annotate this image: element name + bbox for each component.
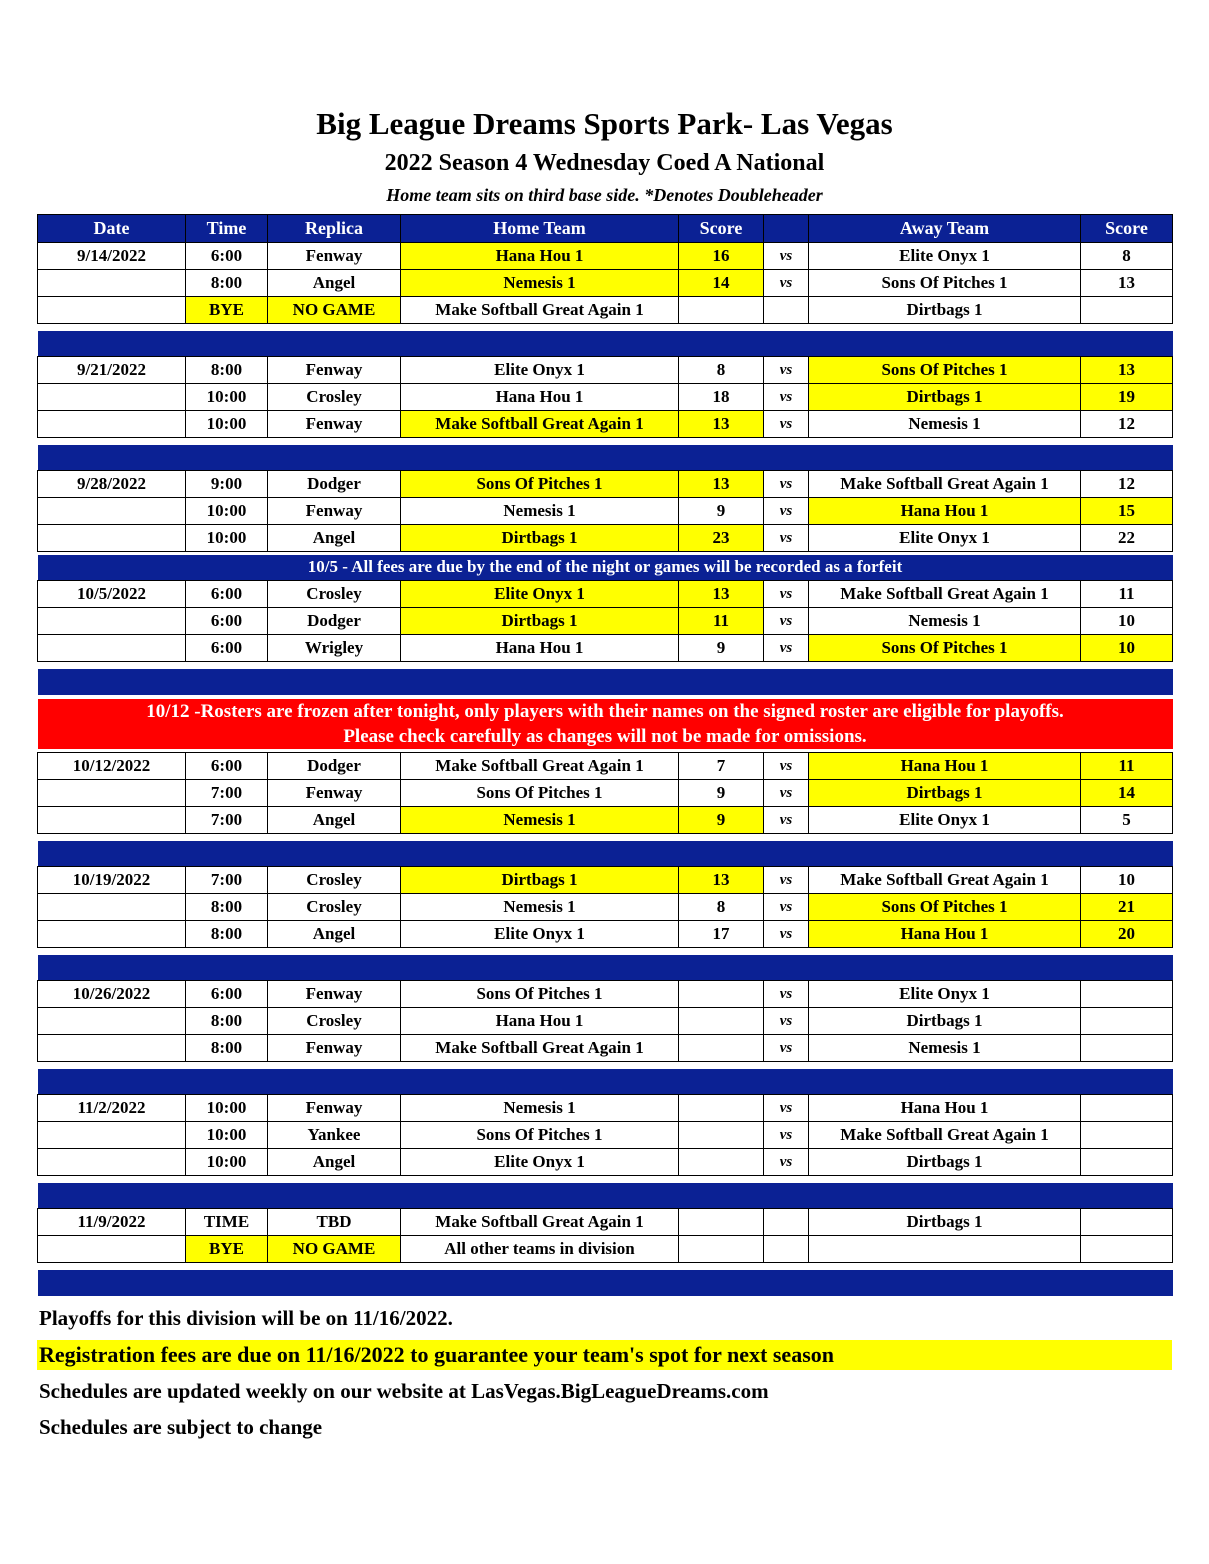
date-cell — [38, 1122, 186, 1149]
header-date: Date — [38, 215, 186, 243]
replica-cell: Crosley — [268, 894, 401, 921]
schedule-table — [37, 214, 1173, 1296]
away-score-cell: 21 — [1081, 894, 1173, 921]
time-cell: TIME — [186, 1209, 268, 1236]
time-cell: 6:00 — [186, 635, 268, 662]
replica-cell: Angel — [268, 921, 401, 948]
home-score-cell — [679, 1008, 764, 1035]
replica-cell: Crosley — [268, 867, 401, 894]
footer-website-line: Schedules are updated weekly on our website at LasVegas.BigLeagueDreams.com — [39, 1378, 769, 1403]
replica-cell: Fenway — [268, 411, 401, 438]
fees-notice-row — [38, 555, 1173, 581]
time-cell: 7:00 — [186, 807, 268, 834]
home-team-cell: Sons Of Pitches 1 — [401, 1122, 679, 1149]
game-row — [38, 357, 1173, 384]
replica-cell: Wrigley — [268, 635, 401, 662]
home-score-cell: 13 — [679, 867, 764, 894]
away-team-cell: Make Softball Great Again 1 — [809, 581, 1081, 608]
replica-cell: Dodger — [268, 753, 401, 780]
roster-alert — [38, 699, 1173, 749]
date-cell: 11/2/2022 — [38, 1095, 186, 1122]
game-row — [38, 981, 1173, 1008]
replica-cell: Yankee — [268, 1122, 401, 1149]
table-head — [38, 215, 1173, 243]
home-score-cell: 17 — [679, 921, 764, 948]
date-cell — [38, 297, 186, 324]
vs-label: vs — [764, 384, 809, 411]
away-score-cell: 10 — [1081, 635, 1173, 662]
away-team-cell: Elite Onyx 1 — [809, 807, 1081, 834]
time-cell: 10:00 — [186, 1149, 268, 1176]
away-team-cell: Make Softball Great Again 1 — [809, 471, 1081, 498]
away-team-cell: Make Softball Great Again 1 — [809, 1122, 1081, 1149]
spacer-row — [38, 1176, 1173, 1183]
vs-label: vs — [764, 608, 809, 635]
away-team-cell: Dirtbags 1 — [809, 1008, 1081, 1035]
time-cell: 8:00 — [186, 357, 268, 384]
away-score-cell: 10 — [1081, 608, 1173, 635]
section-separator-row — [38, 1069, 1173, 1095]
spacer — [38, 1263, 1173, 1270]
section-separator — [38, 1069, 1173, 1095]
away-score-cell — [1081, 1122, 1173, 1149]
section-separator — [38, 445, 1173, 471]
away-team-cell: Make Softball Great Again 1 — [809, 867, 1081, 894]
game-row — [38, 608, 1173, 635]
header-away-team: Away Team — [809, 215, 1081, 243]
date-cell — [38, 608, 186, 635]
home-score-cell: 9 — [679, 807, 764, 834]
date-cell: 9/28/2022 — [38, 471, 186, 498]
away-team-cell: Sons Of Pitches 1 — [809, 894, 1081, 921]
home-score-cell: 13 — [679, 581, 764, 608]
time-cell: 9:00 — [186, 471, 268, 498]
away-team-cell: Nemesis 1 — [809, 1035, 1081, 1062]
section-separator-row — [38, 331, 1173, 357]
spacer-row — [38, 948, 1173, 955]
home-team-cell: Nemesis 1 — [401, 270, 679, 297]
away-team-cell: Sons Of Pitches 1 — [809, 635, 1081, 662]
home-score-cell: 14 — [679, 270, 764, 297]
time-cell: 10:00 — [186, 498, 268, 525]
replica-cell: Angel — [268, 525, 401, 552]
away-team-cell: Hana Hou 1 — [809, 921, 1081, 948]
game-row — [38, 297, 1173, 324]
game-row — [38, 270, 1173, 297]
vs-label: vs — [764, 635, 809, 662]
home-team-cell: Nemesis 1 — [401, 894, 679, 921]
home-team-cell: Elite Onyx 1 — [401, 921, 679, 948]
vs-label: vs — [764, 471, 809, 498]
header-home-team: Home Team — [401, 215, 679, 243]
replica-cell: TBD — [268, 1209, 401, 1236]
home-team-cell: Elite Onyx 1 — [401, 1149, 679, 1176]
home-score-cell: 9 — [679, 635, 764, 662]
away-score-cell: 13 — [1081, 270, 1173, 297]
time-cell: BYE — [186, 1236, 268, 1263]
game-row — [38, 1149, 1173, 1176]
replica-cell: Dodger — [268, 608, 401, 635]
away-score-cell: 11 — [1081, 581, 1173, 608]
vs-label: vs — [764, 1008, 809, 1035]
date-cell: 10/12/2022 — [38, 753, 186, 780]
time-cell: 8:00 — [186, 270, 268, 297]
replica-cell: Fenway — [268, 981, 401, 1008]
season-subtitle: 2022 Season 4 Wednesday Coed A National — [384, 150, 825, 176]
date-cell — [38, 894, 186, 921]
game-row — [38, 581, 1173, 608]
vs-label: vs — [764, 525, 809, 552]
vs-label: vs — [764, 243, 809, 270]
replica-cell: Fenway — [268, 243, 401, 270]
vs-label: vs — [764, 581, 809, 608]
replica-cell: Fenway — [268, 498, 401, 525]
date-cell — [38, 1035, 186, 1062]
home-team-cell: Make Softball Great Again 1 — [401, 1209, 679, 1236]
time-cell: 6:00 — [186, 243, 268, 270]
date-cell — [38, 411, 186, 438]
spacer-row — [38, 834, 1173, 841]
replica-cell: NO GAME — [268, 1236, 401, 1263]
replica-cell: NO GAME — [268, 297, 401, 324]
home-score-cell — [679, 297, 764, 324]
home-score-cell: 23 — [679, 525, 764, 552]
date-cell — [38, 498, 186, 525]
section-separator — [38, 841, 1173, 867]
date-cell — [38, 1008, 186, 1035]
date-cell: 10/19/2022 — [38, 867, 186, 894]
game-row — [38, 894, 1173, 921]
time-cell: 10:00 — [186, 525, 268, 552]
home-team-cell: Sons Of Pitches 1 — [401, 471, 679, 498]
away-team-cell: Dirtbags 1 — [809, 1149, 1081, 1176]
home-team-cell: Make Softball Great Again 1 — [401, 297, 679, 324]
date-cell — [38, 1236, 186, 1263]
spacer-row — [38, 1263, 1173, 1270]
time-cell: 6:00 — [186, 581, 268, 608]
replica-cell: Angel — [268, 270, 401, 297]
time-cell: 8:00 — [186, 1035, 268, 1062]
section-separator-row — [38, 841, 1173, 867]
game-row — [38, 867, 1173, 894]
home-team-cell: Sons Of Pitches 1 — [401, 780, 679, 807]
home-team-cell: Dirtbags 1 — [401, 867, 679, 894]
replica-cell: Fenway — [268, 780, 401, 807]
time-cell: 10:00 — [186, 411, 268, 438]
vs-label: vs — [764, 753, 809, 780]
game-row — [38, 635, 1173, 662]
game-row — [38, 411, 1173, 438]
game-row — [38, 1236, 1173, 1263]
game-row — [38, 243, 1173, 270]
home-score-cell: 8 — [679, 894, 764, 921]
away-team-cell: Hana Hou 1 — [809, 753, 1081, 780]
date-cell: 9/14/2022 — [38, 243, 186, 270]
section-separator — [38, 331, 1173, 357]
away-score-cell — [1081, 297, 1173, 324]
vs-label: vs — [764, 981, 809, 1008]
replica-cell: Crosley — [268, 384, 401, 411]
section-separator-row — [38, 1183, 1173, 1209]
roster-alert-line: Please check carefully as changes will not be made for omissions. — [343, 725, 867, 747]
away-score-cell: 12 — [1081, 411, 1173, 438]
spacer — [38, 948, 1173, 955]
away-team-cell: Hana Hou 1 — [809, 498, 1081, 525]
date-cell — [38, 807, 186, 834]
away-score-cell: 20 — [1081, 921, 1173, 948]
home-score-cell — [679, 1035, 764, 1062]
date-cell: 9/21/2022 — [38, 357, 186, 384]
game-row — [38, 1035, 1173, 1062]
spacer — [38, 834, 1173, 841]
table-body — [38, 243, 1173, 1296]
section-separator — [38, 669, 1173, 695]
time-cell: 6:00 — [186, 608, 268, 635]
away-score-cell: 8 — [1081, 243, 1173, 270]
replica-cell: Angel — [268, 1149, 401, 1176]
vs-label — [764, 297, 809, 324]
header-vs-spacer — [764, 215, 809, 243]
time-cell: 7:00 — [186, 867, 268, 894]
spacer — [38, 1176, 1173, 1183]
away-score-cell: 13 — [1081, 357, 1173, 384]
vs-label: vs — [764, 1122, 809, 1149]
time-cell: BYE — [186, 297, 268, 324]
date-cell — [38, 921, 186, 948]
game-row — [38, 498, 1173, 525]
away-score-cell — [1081, 1209, 1173, 1236]
game-row — [38, 1209, 1173, 1236]
date-cell — [38, 384, 186, 411]
home-team-note: Home team sits on third base side. *Denotes Doubleheader — [386, 185, 823, 205]
home-score-cell: 13 — [679, 411, 764, 438]
section-separator — [38, 1183, 1173, 1209]
vs-label: vs — [764, 867, 809, 894]
away-score-cell — [1081, 1149, 1173, 1176]
game-row — [38, 1095, 1173, 1122]
spacer — [38, 1062, 1173, 1069]
away-team-cell: Dirtbags 1 — [809, 384, 1081, 411]
game-row — [38, 807, 1173, 834]
away-team-cell: Dirtbags 1 — [809, 780, 1081, 807]
away-score-cell: 15 — [1081, 498, 1173, 525]
spacer-row — [38, 662, 1173, 669]
game-row — [38, 384, 1173, 411]
home-score-cell — [679, 1122, 764, 1149]
home-score-cell: 8 — [679, 357, 764, 384]
footer-registration-line: Registration fees are due on 11/16/2022 to guarantee your team's spot for next season — [37, 1340, 1172, 1370]
home-team-cell: Nemesis 1 — [401, 1095, 679, 1122]
away-team-cell: Elite Onyx 1 — [809, 243, 1081, 270]
away-team-cell: Nemesis 1 — [809, 608, 1081, 635]
date-cell — [38, 525, 186, 552]
section-separator-row — [38, 1270, 1173, 1296]
footer-subject-to-change-line: Schedules are subject to change — [39, 1414, 323, 1439]
home-score-cell — [679, 1095, 764, 1122]
away-score-cell — [1081, 1236, 1173, 1263]
game-row — [38, 780, 1173, 807]
away-score-cell — [1081, 1008, 1173, 1035]
spacer — [38, 662, 1173, 669]
home-team-cell: Hana Hou 1 — [401, 243, 679, 270]
time-cell: 6:00 — [186, 981, 268, 1008]
home-team-cell: Nemesis 1 — [401, 498, 679, 525]
home-team-cell: Dirtbags 1 — [401, 525, 679, 552]
home-score-cell: 11 — [679, 608, 764, 635]
section-separator-row — [38, 955, 1173, 981]
away-score-cell — [1081, 981, 1173, 1008]
vs-label: vs — [764, 498, 809, 525]
home-team-cell: Hana Hou 1 — [401, 384, 679, 411]
home-score-cell: 13 — [679, 471, 764, 498]
home-team-cell: Hana Hou 1 — [401, 635, 679, 662]
time-cell: 8:00 — [186, 921, 268, 948]
game-row — [38, 921, 1173, 948]
home-score-cell — [679, 1149, 764, 1176]
away-team-cell: Nemesis 1 — [809, 411, 1081, 438]
section-separator — [38, 1270, 1173, 1296]
home-team-cell: Make Softball Great Again 1 — [401, 1035, 679, 1062]
spacer — [38, 438, 1173, 445]
replica-cell: Angel — [268, 807, 401, 834]
away-score-cell: 19 — [1081, 384, 1173, 411]
section-separator — [38, 955, 1173, 981]
vs-label: vs — [764, 411, 809, 438]
replica-cell: Fenway — [268, 1095, 401, 1122]
date-cell — [38, 780, 186, 807]
vs-label — [764, 1236, 809, 1263]
away-score-cell: 10 — [1081, 867, 1173, 894]
date-cell — [38, 1149, 186, 1176]
date-cell: 11/9/2022 — [38, 1209, 186, 1236]
spacer-row — [38, 324, 1173, 331]
home-score-cell: 9 — [679, 498, 764, 525]
home-score-cell — [679, 1236, 764, 1263]
vs-label: vs — [764, 1035, 809, 1062]
spacer — [38, 324, 1173, 331]
vs-label: vs — [764, 1149, 809, 1176]
spacer-row — [38, 1062, 1173, 1069]
time-cell: 8:00 — [186, 894, 268, 921]
footer-playoffs-line: Playoffs for this division will be on 11/16/2022. — [39, 1305, 453, 1330]
time-cell: 6:00 — [186, 753, 268, 780]
game-row — [38, 753, 1173, 780]
home-team-cell: Make Softball Great Again 1 — [401, 753, 679, 780]
time-cell: 8:00 — [186, 1008, 268, 1035]
home-score-cell: 18 — [679, 384, 764, 411]
away-team-cell: Dirtbags 1 — [809, 1209, 1081, 1236]
home-score-cell: 16 — [679, 243, 764, 270]
game-row — [38, 1122, 1173, 1149]
home-team-cell: Make Softball Great Again 1 — [401, 411, 679, 438]
time-cell: 10:00 — [186, 384, 268, 411]
away-score-cell: 5 — [1081, 807, 1173, 834]
roster-alert-row — [38, 699, 1173, 749]
date-cell — [38, 635, 186, 662]
time-cell: 7:00 — [186, 780, 268, 807]
home-team-cell: Hana Hou 1 — [401, 1008, 679, 1035]
home-score-cell: 9 — [679, 780, 764, 807]
away-team-cell: Hana Hou 1 — [809, 1095, 1081, 1122]
spacer-row — [38, 438, 1173, 445]
header-score-away: Score — [1081, 215, 1173, 243]
replica-cell: Crosley — [268, 1008, 401, 1035]
game-row — [38, 525, 1173, 552]
vs-label: vs — [764, 357, 809, 384]
away-score-cell — [1081, 1035, 1173, 1062]
roster-alert-line: 10/12 -Rosters are frozen after tonight, only players with their names on the signed roster are eligible for playoffs. — [146, 700, 1064, 722]
footer — [37, 1304, 1172, 1442]
away-score-cell: 12 — [1081, 471, 1173, 498]
game-row — [38, 471, 1173, 498]
vs-label: vs — [764, 807, 809, 834]
home-team-cell: All other teams in division — [401, 1236, 679, 1263]
away-score-cell: 11 — [1081, 753, 1173, 780]
date-cell: 10/26/2022 — [38, 981, 186, 1008]
header-time: Time — [186, 215, 268, 243]
away-score-cell: 22 — [1081, 525, 1173, 552]
vs-label: vs — [764, 780, 809, 807]
away-team-cell: Dirtbags 1 — [809, 297, 1081, 324]
home-team-cell: Elite Onyx 1 — [401, 357, 679, 384]
away-team-cell — [809, 1236, 1081, 1263]
home-team-cell: Dirtbags 1 — [401, 608, 679, 635]
replica-cell: Fenway — [268, 1035, 401, 1062]
vs-label — [764, 1209, 809, 1236]
home-team-cell: Elite Onyx 1 — [401, 581, 679, 608]
game-row — [38, 1008, 1173, 1035]
vs-label: vs — [764, 921, 809, 948]
away-team-cell: Elite Onyx 1 — [809, 981, 1081, 1008]
away-team-cell: Sons Of Pitches 1 — [809, 270, 1081, 297]
away-score-cell — [1081, 1095, 1173, 1122]
header-row — [38, 215, 1173, 243]
page-title: Big League Dreams Sports Park- Las Vegas — [316, 106, 893, 141]
away-team-cell: Elite Onyx 1 — [809, 525, 1081, 552]
away-score-cell: 14 — [1081, 780, 1173, 807]
vs-label: vs — [764, 1095, 809, 1122]
time-cell: 10:00 — [186, 1122, 268, 1149]
time-cell: 10:00 — [186, 1095, 268, 1122]
home-score-cell: 7 — [679, 753, 764, 780]
home-score-cell — [679, 981, 764, 1008]
header-score-home: Score — [679, 215, 764, 243]
date-cell: 10/5/2022 — [38, 581, 186, 608]
section-separator-row — [38, 669, 1173, 695]
home-team-cell: Sons Of Pitches 1 — [401, 981, 679, 1008]
section-separator-row — [38, 445, 1173, 471]
away-team-cell: Sons Of Pitches 1 — [809, 357, 1081, 384]
home-team-cell: Nemesis 1 — [401, 807, 679, 834]
header-replica: Replica — [268, 215, 401, 243]
home-score-cell — [679, 1209, 764, 1236]
replica-cell: Crosley — [268, 581, 401, 608]
vs-label: vs — [764, 270, 809, 297]
date-cell — [38, 270, 186, 297]
vs-label: vs — [764, 894, 809, 921]
fees-notice: 10/5 - All fees are due by the end of the night or games will be recorded as a forfeit — [38, 555, 1173, 581]
replica-cell: Dodger — [268, 471, 401, 498]
replica-cell: Fenway — [268, 357, 401, 384]
